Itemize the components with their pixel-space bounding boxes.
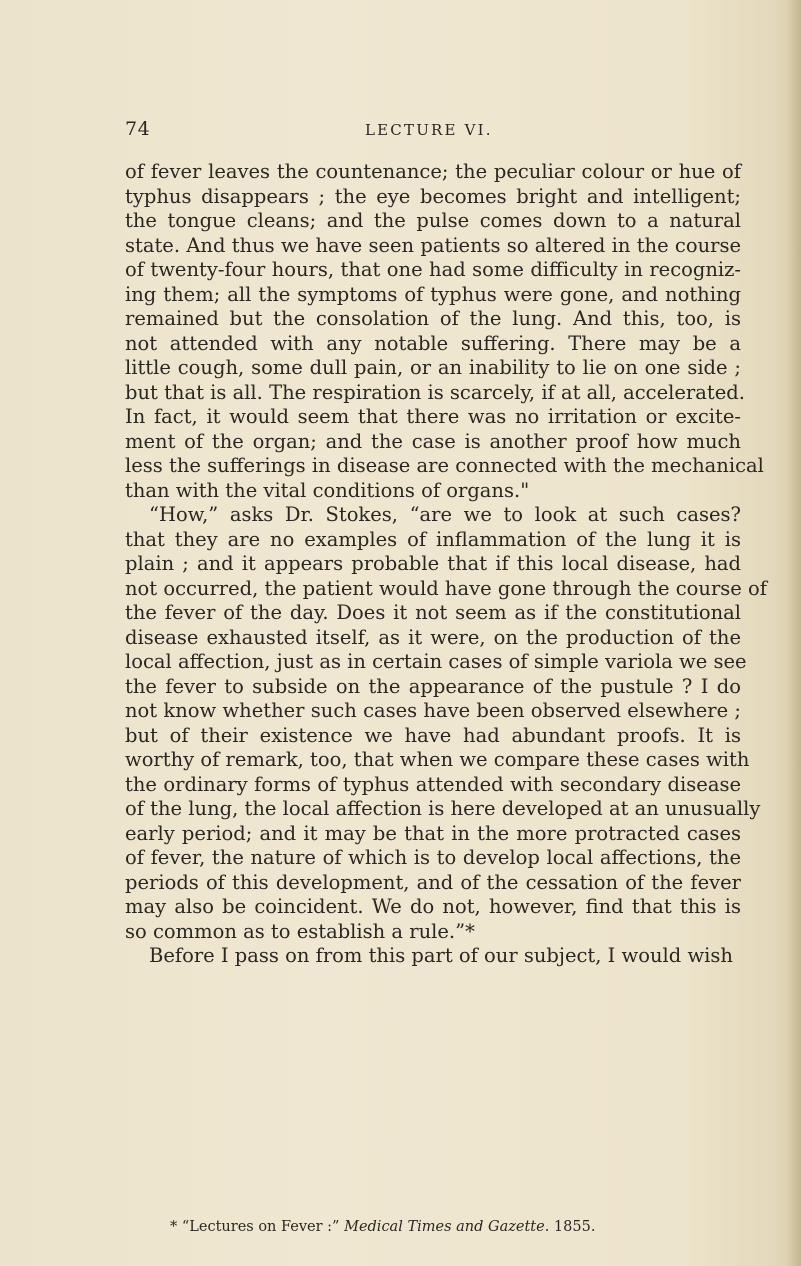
text-line: remained but the consolation of the lung. And this, too, is bbox=[125, 307, 741, 330]
footnote-text: “Lectures on Fever :” bbox=[181, 1219, 340, 1235]
text-line: local affection, just as in certain cases of simple variola we see bbox=[125, 650, 747, 673]
text-line: periods of this development, and of the cessation of the fever bbox=[125, 870, 741, 894]
page-header bbox=[125, 118, 725, 142]
text-line: of fever leaves the countenance; the peculiar colour or hue of bbox=[125, 160, 741, 183]
text-line: of fever, the nature of which is to develop local affections, the bbox=[125, 846, 741, 869]
footnote-source: Medical Times and Gazette. bbox=[344, 1219, 550, 1235]
footnote bbox=[170, 1219, 710, 1235]
text-line: the fever of the day. Does it not seem as if the constitutional bbox=[125, 601, 741, 624]
page-number: 74 bbox=[125, 118, 151, 140]
text-line: of the lung, the local affection is here developed at an unusually bbox=[125, 797, 761, 820]
text-line: worthy of remark, too, that when we compare these cases with bbox=[125, 748, 750, 771]
text-line: the tongue cleans; and the pulse comes down to a natural bbox=[125, 209, 741, 232]
text-line: the ordinary forms of typhus attended with secondary disease bbox=[125, 772, 741, 796]
text-line: less the sufferings in disease are connected with the mechanical bbox=[125, 454, 764, 477]
text-line: may also be coincident. We do not, however, find that this is bbox=[125, 895, 741, 918]
text-line: the fever to subside on the appearance of the pustule ? I do bbox=[125, 674, 741, 698]
text-line: little cough, some dull pain, or an inability to lie on one side ; bbox=[125, 356, 741, 379]
text-line: In fact, it would seem that there was no irritation or excite- bbox=[125, 405, 741, 428]
page-edge-shadow bbox=[787, 0, 801, 1266]
text-line: but of their existence we have had abundant proofs. It is bbox=[125, 723, 741, 747]
text-line: so common as to establish a rule.”* bbox=[125, 919, 475, 943]
text-line: of twenty-four hours, that one had some difficulty in recogniz- bbox=[125, 258, 741, 281]
text-line: but that is all. The respiration is scarcely, if at all, accelerated. bbox=[125, 380, 745, 404]
text-line: Before I pass on from this part of our subject, I would wish bbox=[149, 944, 733, 967]
text-line: that they are no examples of inflammation of the lung it is bbox=[125, 527, 741, 551]
text-line: early period; and it may be that in the more protracted cases bbox=[125, 821, 741, 845]
text-line: disease exhausted itself, as it were, on the production of the bbox=[125, 625, 741, 649]
text-line: ment of the organ; and the case is another proof how much bbox=[125, 429, 741, 453]
text-line: ing them; all the symptoms of typhus were gone, and nothing bbox=[125, 282, 741, 306]
footnote-year: 1855. bbox=[553, 1219, 596, 1235]
text-line: plain ; and it appears probable that if this local disease, had bbox=[125, 552, 741, 575]
text-line: not attended with any notable suffering. There may be a bbox=[125, 331, 741, 355]
text-line: than with the vital conditions of organs." bbox=[125, 478, 530, 502]
running-head: LECTURE VI. bbox=[365, 121, 493, 139]
text-line: typhus disappears ; the eye becomes bright and intelligent; bbox=[125, 184, 741, 208]
footnote-marker: * bbox=[170, 1219, 178, 1235]
text-line: state. And thus we have seen patients so altered in the course bbox=[125, 233, 741, 257]
text-line: “How,” asks Dr. Stokes, “are we to look at such cases? bbox=[149, 503, 741, 526]
text-line: not know whether such cases have been observed elsewhere ; bbox=[125, 699, 741, 722]
text-line: not occurred, the patient would have gone through the course of bbox=[125, 576, 767, 600]
body-text bbox=[125, 160, 767, 969]
